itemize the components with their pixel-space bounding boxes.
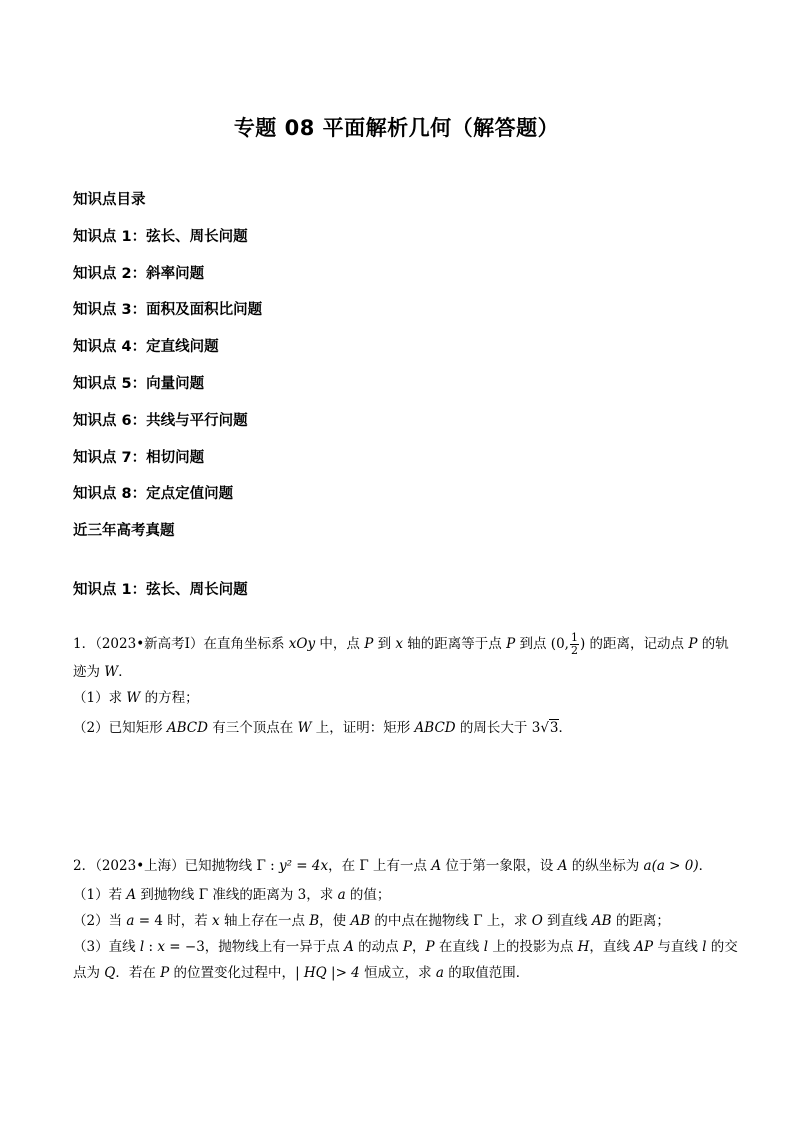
q1-line-2: 迹为 W． (73, 664, 132, 680)
question-2 (73, 856, 738, 983)
section-heading: 知识点 1：弦长、周长问题 (73, 582, 248, 598)
toc-item[interactable]: 知识点 8：定点定值问题 (73, 486, 234, 503)
toc-item[interactable]: 知识点 7：相切问题 (73, 449, 205, 466)
toc-item[interactable]: 知识点 1：弦长、周长问题 (73, 228, 248, 245)
fraction: $\frac{1}{2}$ (570, 631, 578, 657)
q2-part-3-cont: 点为 Q．若在 P 的位置变化过程中，| HQ |> 4 恒成立，求 a 的取值范围． (73, 965, 530, 981)
q1-part-2: （2）已知矩形 ABCD 有三个顶点在 W 上，证明：矩形 ABCD 的周长大于 3√3． (73, 720, 573, 736)
sqrt-symbol: √ (540, 720, 549, 736)
q2-part-2: （2）当 a = 4 时，若 x 轴上存在一点 B，使 AB 的中点在抛物线 Γ 上，求 O 到直线 AB 的距离； (73, 913, 670, 929)
table-of-contents (73, 190, 262, 558)
q1-part-1: （1）求 W 的方程； (73, 690, 199, 706)
q1-line-1: 1．（2023•新高考Ⅰ）在直角坐标系 xOy 中，点 P 到 x 轴的距离等于点 P 到点 (0, $\frac{1}{2}$ ) 的距离，记动点 P 的轨 (73, 631, 729, 657)
toc-item[interactable]: 知识点 4：定直线问题 (73, 339, 219, 356)
q2-line-1: 2．（2023•上海）已知抛物线 Γ : y² = 4x，在 Γ 上有一点 A 位于第一象限，设 A 的纵坐标为 a(a > 0)． (73, 858, 713, 874)
q2-part-3: （3）直线 l : x = −3，抛物线上有一异于点 A 的动点 P，P 在直线 l 上的投影为点 H，直线 AP 与直线 l 的交 (73, 939, 738, 955)
page-title: 专题 08 平面解析几何（解答题） (233, 116, 560, 140)
toc-item[interactable]: 知识点 3：面积及面积比问题 (73, 302, 263, 319)
q2-part-1: （1）若 A 到抛物线 Γ 准线的距离为 3，求 a 的值； (73, 887, 391, 903)
toc-item[interactable]: 知识点 2：斜率问题 (73, 265, 205, 282)
question-1 (73, 630, 729, 738)
toc-heading: 知识点目录 (73, 192, 146, 208)
toc-item[interactable]: 知识点 5：向量问题 (73, 375, 205, 392)
toc-footer[interactable]: 近三年高考真题 (73, 523, 175, 540)
toc-item[interactable]: 知识点 6：共线与平行问题 (73, 412, 248, 429)
